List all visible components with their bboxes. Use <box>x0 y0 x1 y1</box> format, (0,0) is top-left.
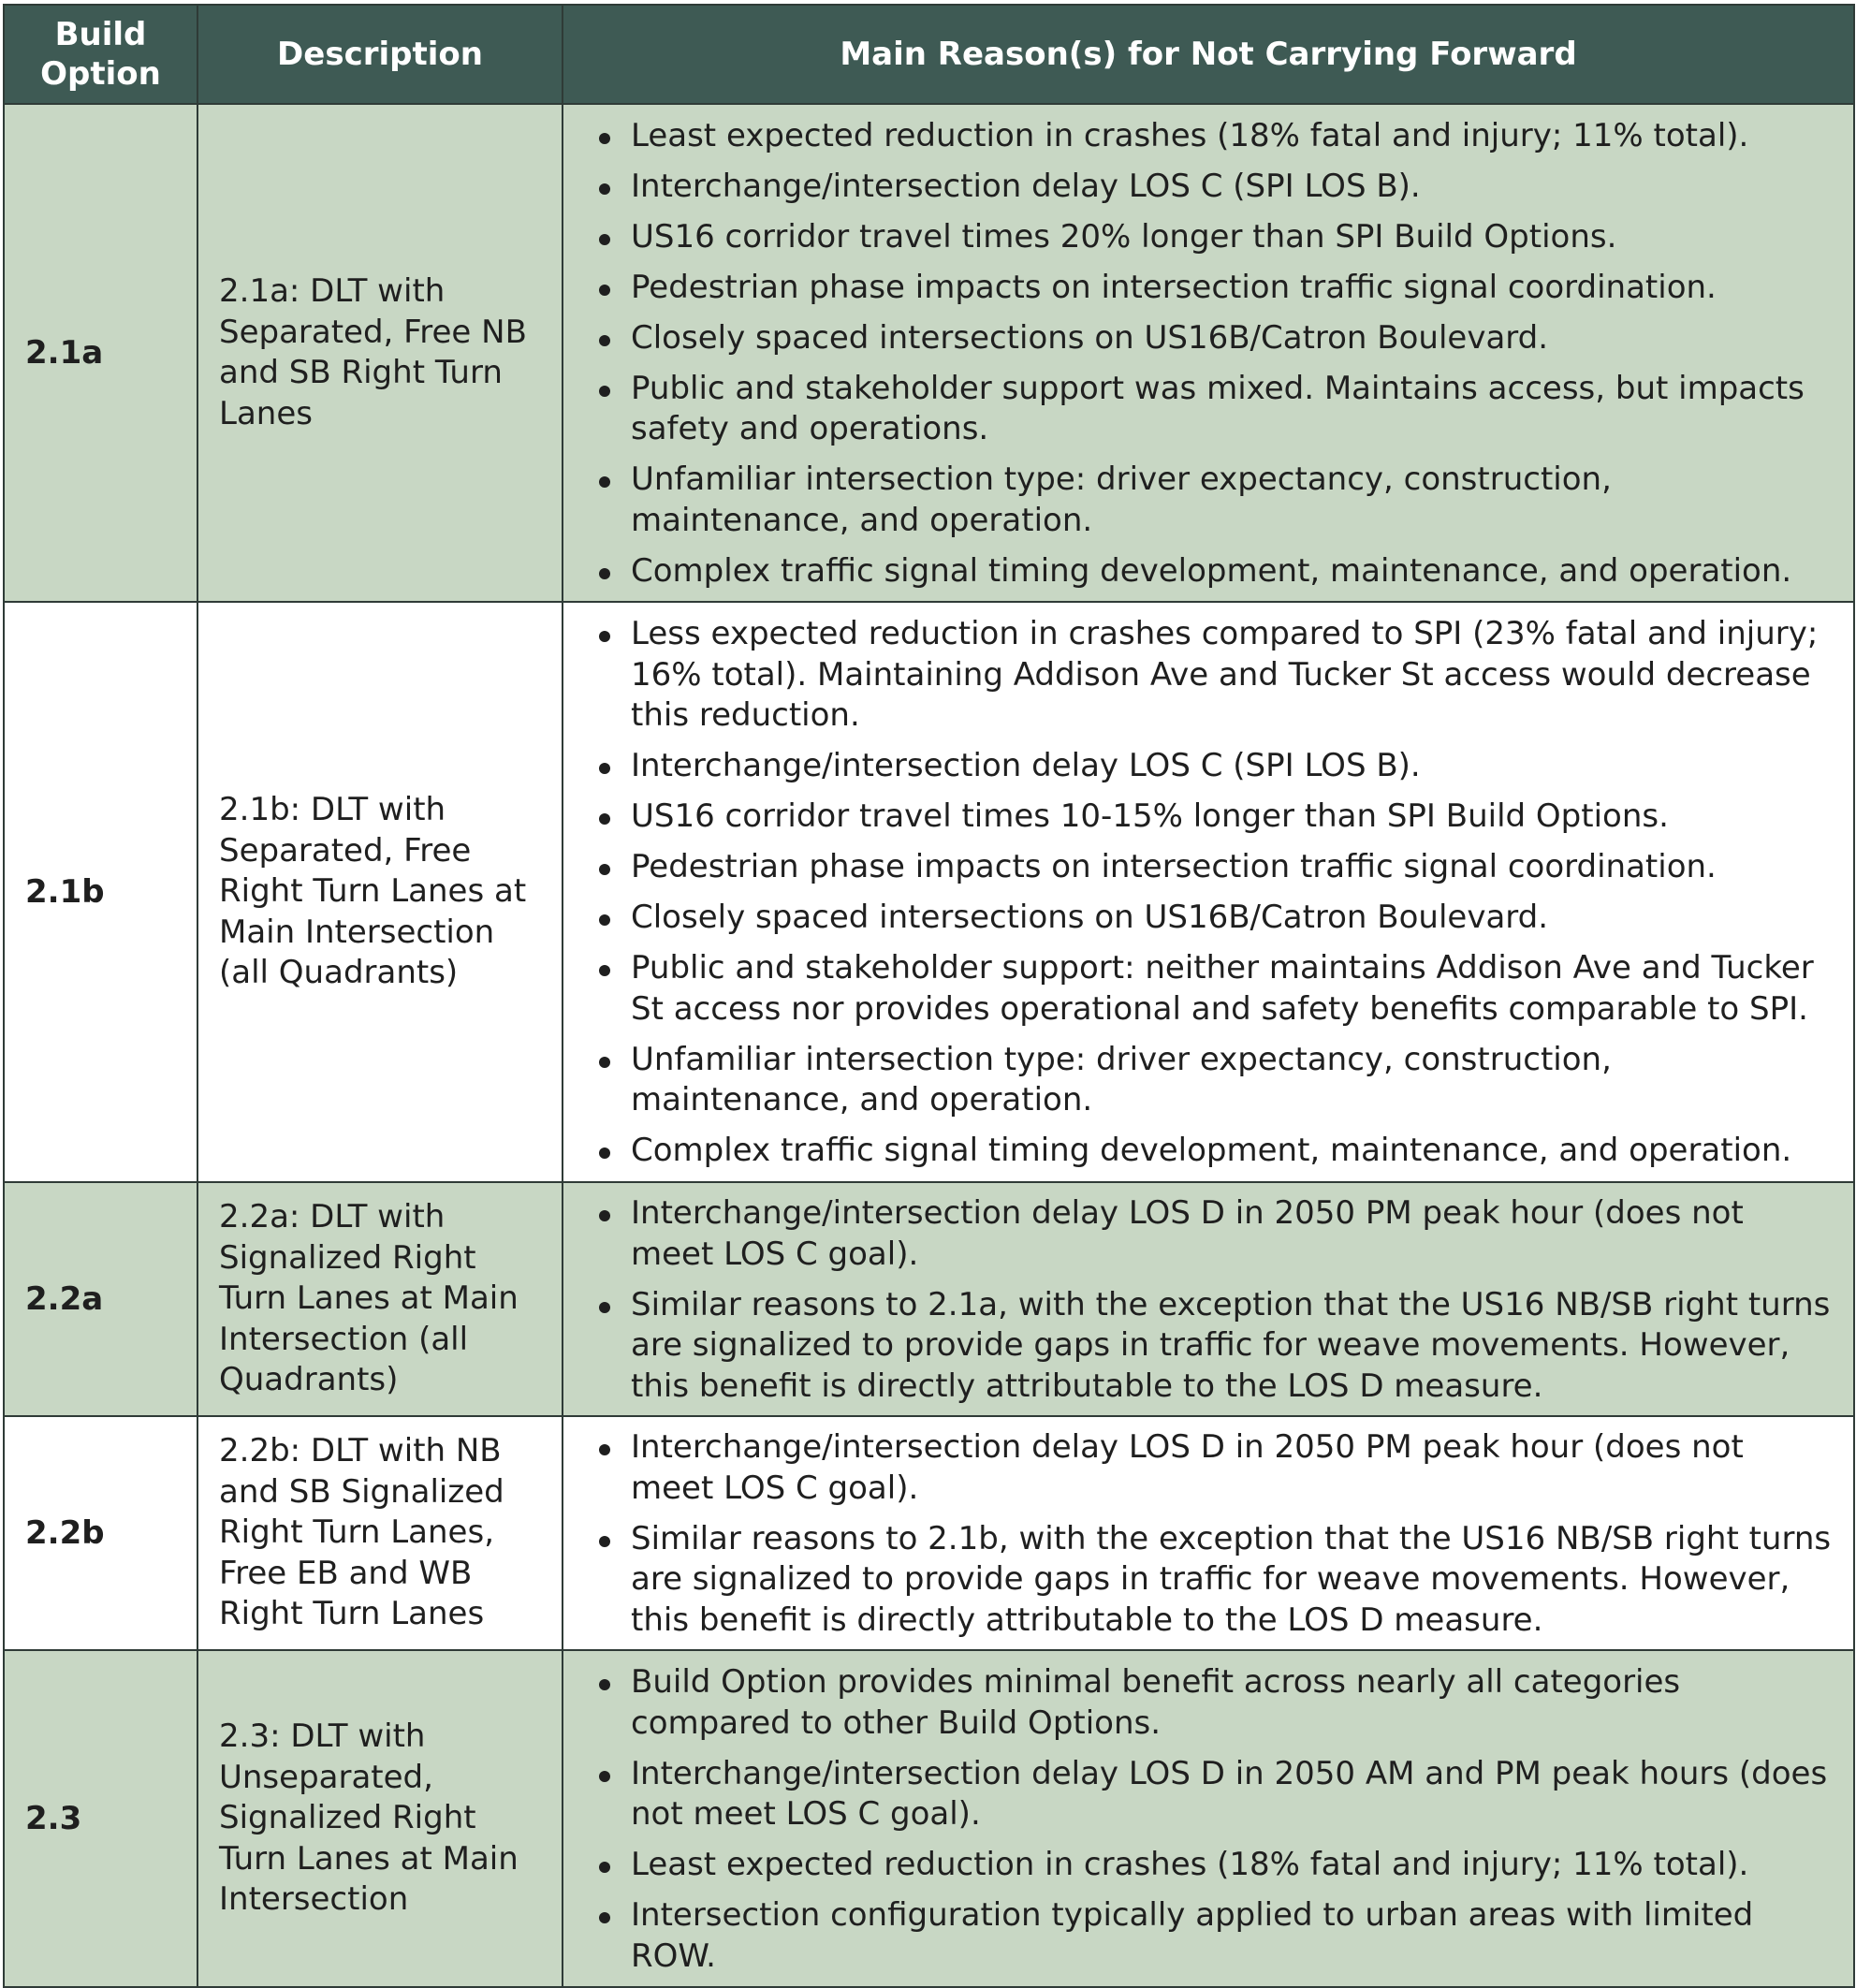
build-option-cell: 2.1b <box>4 602 197 1182</box>
description-cell: 2.3: DLT with Unseparated, Signalized Right Turn Lanes at Main Intersection <box>197 1650 563 1987</box>
header-build-option: Build Option <box>4 5 197 104</box>
reasons-list <box>595 1662 1833 1977</box>
reason-item: Interchange/intersection delay LOS C (SPI LOS B). <box>595 167 1833 208</box>
reasons-cell <box>563 1650 1854 1987</box>
reason-item: Least expected reduction in crashes (18% fatal and injury; 11% total). <box>595 1845 1833 1886</box>
reasons-list <box>595 1193 1833 1407</box>
reason-item: Closely spaced intersections on US16B/Catron Boulevard. <box>595 898 1833 939</box>
build-option-cell: 2.2a <box>4 1182 197 1416</box>
reasons-list <box>595 116 1833 592</box>
reasons-cell <box>563 1182 1854 1416</box>
reason-item: Complex traffic signal timing development, maintenance, and operation. <box>595 1131 1833 1172</box>
description-cell: 2.2a: DLT with Signalized Right Turn Lanes at Main Intersection (all Quadrants) <box>197 1182 563 1416</box>
reason-item: Interchange/intersection delay LOS C (SPI LOS B). <box>595 746 1833 787</box>
reason-item: Unfamiliar intersection type: driver expectancy, construction, maintenance, and operation. <box>595 460 1833 541</box>
reason-item: Public and stakeholder support: neither maintains Addison Ave and Tucker St access nor provides operational and safety benefits comparable to SPI. <box>595 948 1833 1030</box>
reason-item: US16 corridor travel times 10-15% longer than SPI Build Options. <box>595 797 1833 838</box>
table-row <box>4 1182 1854 1416</box>
table-row <box>4 104 1854 602</box>
reason-item: Pedestrian phase impacts on intersection traffic signal coordination. <box>595 847 1833 888</box>
reason-item: Similar reasons to 2.1a, with the exception that the US16 NB/SB right turns are signalized to provide gaps in traffic for weave movements. However, this benefit is directly attributable to the LOS D measure. <box>595 1285 1833 1408</box>
reason-item: Least expected reduction in crashes (18% fatal and injury; 11% total). <box>595 116 1833 157</box>
reasons-cell <box>563 1416 1854 1650</box>
reason-item: Build Option provides minimal benefit across nearly all categories compared to other Build Options. <box>595 1662 1833 1744</box>
header-main-reasons: Main Reason(s) for Not Carrying Forward <box>563 5 1854 104</box>
reason-item: Less expected reduction in crashes compared to SPI (23% fatal and injury; 16% total). Maintaining Addison Ave and Tucker St access would decrease this reduction. <box>595 614 1833 737</box>
description-cell: 2.1b: DLT with Separated, Free Right Turn Lanes at Main Intersection (all Quadrants) <box>197 602 563 1182</box>
reasons-cell <box>563 602 1854 1182</box>
description-cell: 2.1a: DLT with Separated, Free NB and SB Right Turn Lanes <box>197 104 563 602</box>
reason-item: Interchange/intersection delay LOS D in 2050 AM and PM peak hours (does not meet LOS C goal). <box>595 1754 1833 1835</box>
build-option-cell: 2.3 <box>4 1650 197 1987</box>
reason-item: US16 corridor travel times 20% longer than SPI Build Options. <box>595 217 1833 258</box>
table-row <box>4 1650 1854 1987</box>
reason-item: Public and stakeholder support was mixed. Maintains access, but impacts safety and operations. <box>595 369 1833 450</box>
reason-item: Complex traffic signal timing development, maintenance, and operation. <box>595 551 1833 592</box>
reasons-list <box>595 1427 1833 1641</box>
build-option-cell: 2.2b <box>4 1416 197 1650</box>
build-option-cell: 2.1a <box>4 104 197 602</box>
reasons-list <box>595 614 1833 1172</box>
table-header-row <box>4 5 1854 104</box>
table-row <box>4 602 1854 1182</box>
header-description: Description <box>197 5 563 104</box>
reason-item: Unfamiliar intersection type: driver expectancy, construction, maintenance, and operation. <box>595 1040 1833 1121</box>
description-cell: 2.2b: DLT with NB and SB Signalized Right Turn Lanes, Free EB and WB Right Turn Lanes <box>197 1416 563 1650</box>
reason-item: Closely spaced intersections on US16B/Catron Boulevard. <box>595 318 1833 359</box>
reason-item: Similar reasons to 2.1b, with the exception that the US16 NB/SB right turns are signalized to provide gaps in traffic for weave movements. However, this benefit is directly attributable to the LOS D measure. <box>595 1519 1833 1642</box>
reason-item: Pedestrian phase impacts on intersection traffic signal coordination. <box>595 268 1833 309</box>
build-options-table <box>3 4 1855 1988</box>
reason-item: Interchange/intersection delay LOS D in 2050 PM peak hour (does not meet LOS C goal). <box>595 1427 1833 1509</box>
reason-item: Intersection configuration typically applied to urban areas with limited ROW. <box>595 1895 1833 1977</box>
reasons-cell <box>563 104 1854 602</box>
table-row <box>4 1416 1854 1650</box>
reason-item: Interchange/intersection delay LOS D in 2050 PM peak hour (does not meet LOS C goal). <box>595 1193 1833 1275</box>
